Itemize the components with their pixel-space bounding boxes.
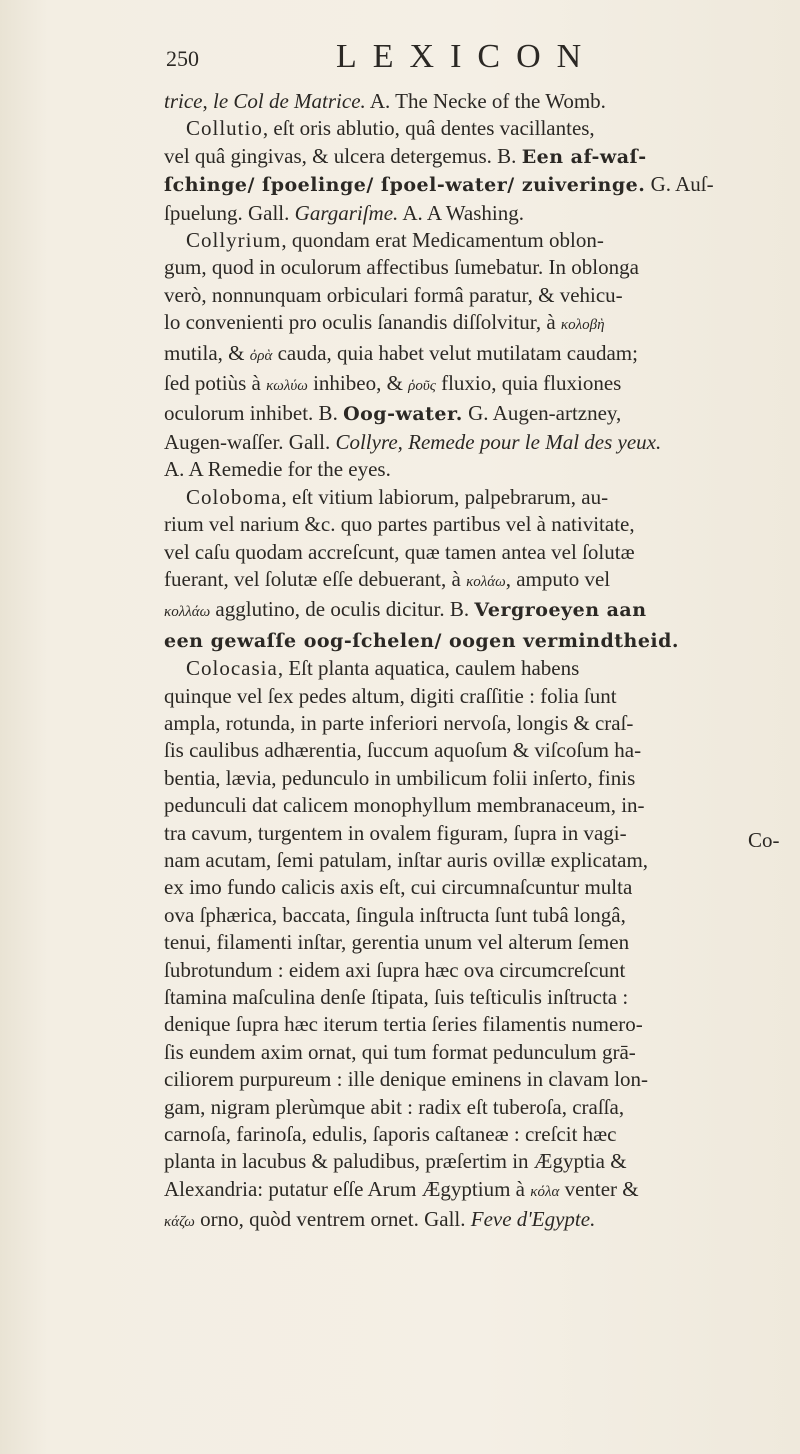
- text-line: [164, 1011, 796, 1038]
- text-run: Een af-waſ-: [521, 145, 647, 168]
- text-line: [164, 88, 796, 115]
- text-run: Feve d'Egypte.: [470, 1207, 596, 1232]
- text-line: [164, 847, 796, 874]
- text-run: ῥοῦς: [408, 378, 436, 395]
- text-run: ſtamina maſculina denſe ſtipata, ſuis teſticulis inſtructa :: [164, 985, 629, 1009]
- text-line: [164, 1176, 796, 1206]
- text-line: [164, 456, 796, 483]
- text-line: [164, 929, 796, 956]
- text-run: , eſt vitium labiorum, palpebrarum, au-: [281, 484, 609, 509]
- text-run: ὀρὰ: [249, 347, 273, 364]
- text-run: , quondam erat Medicamentum oblon-: [281, 228, 604, 253]
- text-run: Oog-water.: [343, 403, 463, 426]
- text-line: [164, 655, 796, 682]
- text-run: A. A Remedie for the eyes.: [164, 457, 391, 482]
- page-number: 250: [166, 46, 199, 71]
- text-run: fluxio, quia fluxiones: [435, 371, 622, 396]
- text-line: [164, 484, 796, 511]
- text-run: κωλύω: [266, 378, 308, 395]
- text-run: , Eſt planta aquatica, caulem habens: [277, 656, 580, 681]
- text-run: fuerant, vel ſolutæ eſſe debuerant, à: [164, 566, 467, 591]
- text-line: [164, 115, 796, 142]
- text-line: [164, 683, 796, 710]
- text-run: carnoſa, farinoſa, edulis, ſaporis caſtaneæ : creſcit hæc: [164, 1122, 617, 1147]
- text-line: [164, 820, 796, 847]
- text-run: ex imo fundo calicis axis eſt, cui circumnaſcuntur multa: [164, 875, 633, 900]
- text-line: [164, 566, 796, 596]
- text-line: [164, 171, 796, 199]
- text-line: [164, 254, 796, 281]
- text-run: vel caſu quodam accreſcunt, quæ tamen antea vel ſolutæ: [164, 539, 635, 564]
- text-run: venter &: [559, 1176, 639, 1201]
- text-run: gam, nigram plerùmque abit : radix eſt tuberoſa, craſſa,: [164, 1094, 625, 1119]
- catchword: Co-: [748, 828, 780, 852]
- running-title: LEXICON: [336, 38, 598, 75]
- text-line: [164, 627, 796, 655]
- entry-headword: Coloboma: [186, 484, 282, 509]
- text-line: [164, 1206, 796, 1236]
- text-run: , eſt oris ablutio, quâ dentes vacillantes,: [262, 116, 595, 141]
- text-line: [164, 511, 796, 538]
- text-run: κάζω: [164, 1214, 195, 1231]
- text-run: tra cavum, turgentem in ovalem figuram, ſupra in vagi-: [164, 820, 627, 845]
- page-header: [166, 38, 686, 84]
- text-line: [164, 227, 796, 254]
- text-run: lo convenienti pro oculis ſanandis diſſolvitur, à: [164, 310, 561, 335]
- text-run: planta in lacubus & paludibus, præſertim in Ægyptia &: [164, 1149, 627, 1174]
- text-run: ſis caulibus adhærentia, ſuccum aquoſum & viſcoſum ha-: [164, 738, 642, 763]
- entry-headword: Collutio: [186, 116, 263, 141]
- text-run: mutila, &: [164, 340, 250, 365]
- text-run: ſchinge/ ſpoelinge/ ſpoel-water/ zuiveringe.: [164, 174, 646, 197]
- text-run: Gargariſme.: [294, 200, 399, 225]
- text-run: bentia, lævia, pedunculo in umbilicum folii inſerto, finis: [164, 765, 636, 790]
- entry-headword: Collyrium: [186, 228, 282, 253]
- text-line: [164, 1066, 796, 1093]
- text-run: een gewaſſe oog-ſchelen/ oogen vermindtheid.: [164, 629, 680, 652]
- text-run: nam acutam, ſemi patulam, inſtar auris ovillæ explicatam,: [164, 847, 649, 872]
- text-line: [164, 1121, 796, 1148]
- text-run: rium vel narium &c. quo partes partibus vel à nativitate,: [164, 512, 635, 537]
- text-line: [164, 957, 796, 984]
- text-line: [164, 874, 796, 901]
- text-run: gum, quod in oculorum affectibus ſumebatur. In oblonga: [164, 255, 639, 280]
- text-run: denique ſupra hæc iterum tertia ſeries filamentis numero-: [164, 1012, 643, 1037]
- text-run: κολλάω: [164, 604, 211, 621]
- text-run: κόλα: [530, 1183, 560, 1200]
- text-run: le Col de Matrice.: [212, 89, 366, 113]
- text-line: [164, 429, 796, 456]
- text-line: [164, 400, 796, 428]
- text-line: [164, 984, 796, 1011]
- text-line: [164, 737, 796, 764]
- text-line: [164, 282, 796, 309]
- text-run: trice: [164, 89, 203, 113]
- text-run: verò, nonnunquam orbiculari formâ paratur, & vehicu-: [164, 282, 623, 307]
- text-line: [164, 309, 796, 339]
- text-run: inhibeo, &: [307, 371, 409, 396]
- text-run: cauda, quia habet velut mutilatam caudam;: [272, 340, 638, 365]
- text-run: agglutino, de oculis dicitur. B.: [210, 597, 475, 622]
- text-run: oculorum inhibet. B.: [164, 401, 344, 426]
- text-run: G. Auſ-: [645, 172, 714, 197]
- text-line: [164, 1148, 796, 1175]
- text-run: Vergroeyen aan: [474, 599, 647, 622]
- text-run: pedunculi dat calicem monophyllum membranaceum, in-: [164, 793, 645, 818]
- text-run: vel quâ gingivas, & ulcera detergemus. B.: [164, 143, 522, 168]
- text-line: [164, 902, 796, 929]
- text-line: [164, 792, 796, 819]
- lexicon-entries: [164, 88, 796, 1237]
- text-run: ſubrotundum : eidem axi ſupra hæc ova circumcreſcunt: [164, 957, 626, 982]
- text-run: Alexandria: putatur eſſe Arum Ægyptium à: [164, 1176, 531, 1201]
- text-run: κολάω: [466, 573, 506, 590]
- text-line: [164, 370, 796, 400]
- text-run: , amputo vel: [505, 566, 611, 591]
- text-run: A. The Necke of the Womb.: [365, 89, 606, 113]
- text-line: [164, 765, 796, 792]
- text-line: [164, 539, 796, 566]
- text-line: [164, 1094, 796, 1121]
- text-run: ampla, rotunda, in parte inferiori nervoſa, longis & craſ-: [164, 710, 634, 735]
- text-line: [164, 710, 796, 737]
- text-run: orno, quòd ventrem ornet. Gall.: [194, 1207, 471, 1232]
- text-run: Collyre, Remede pour le Mal des yeux.: [335, 429, 662, 454]
- text-run: κολοβὴ: [560, 317, 605, 334]
- text-run: ciliorem purpureum : ille denique eminens in clavam lon-: [164, 1067, 649, 1092]
- entry-headword: Colocasia: [186, 656, 278, 681]
- text-run: tenui, filamenti inſtar, gerentia unum vel alterum ſemen: [164, 930, 630, 955]
- text-run: ſed potiùs à: [164, 371, 267, 396]
- text-run: ova ſphærica, baccata, ſingula inſtructa ſunt tubâ longâ,: [164, 902, 626, 927]
- text-run: A. A Washing.: [398, 200, 524, 225]
- text-run: Augen-waſſer. Gall.: [164, 429, 336, 454]
- text-run: ,: [202, 89, 213, 113]
- text-line: [164, 340, 796, 370]
- text-line: [164, 200, 796, 227]
- text-line: [164, 143, 796, 171]
- text-line: [164, 596, 796, 626]
- text-run: quinque vel ſex pedes altum, digiti craſſitie : folia ſunt: [164, 683, 617, 708]
- text-run: ſis eundem axim ornat, qui tum format pedunculum grā-: [164, 1039, 636, 1064]
- text-line: [164, 1039, 796, 1066]
- text-run: ſpuelung. Gall.: [164, 200, 295, 225]
- text-run: G. Augen-artzney,: [462, 401, 622, 426]
